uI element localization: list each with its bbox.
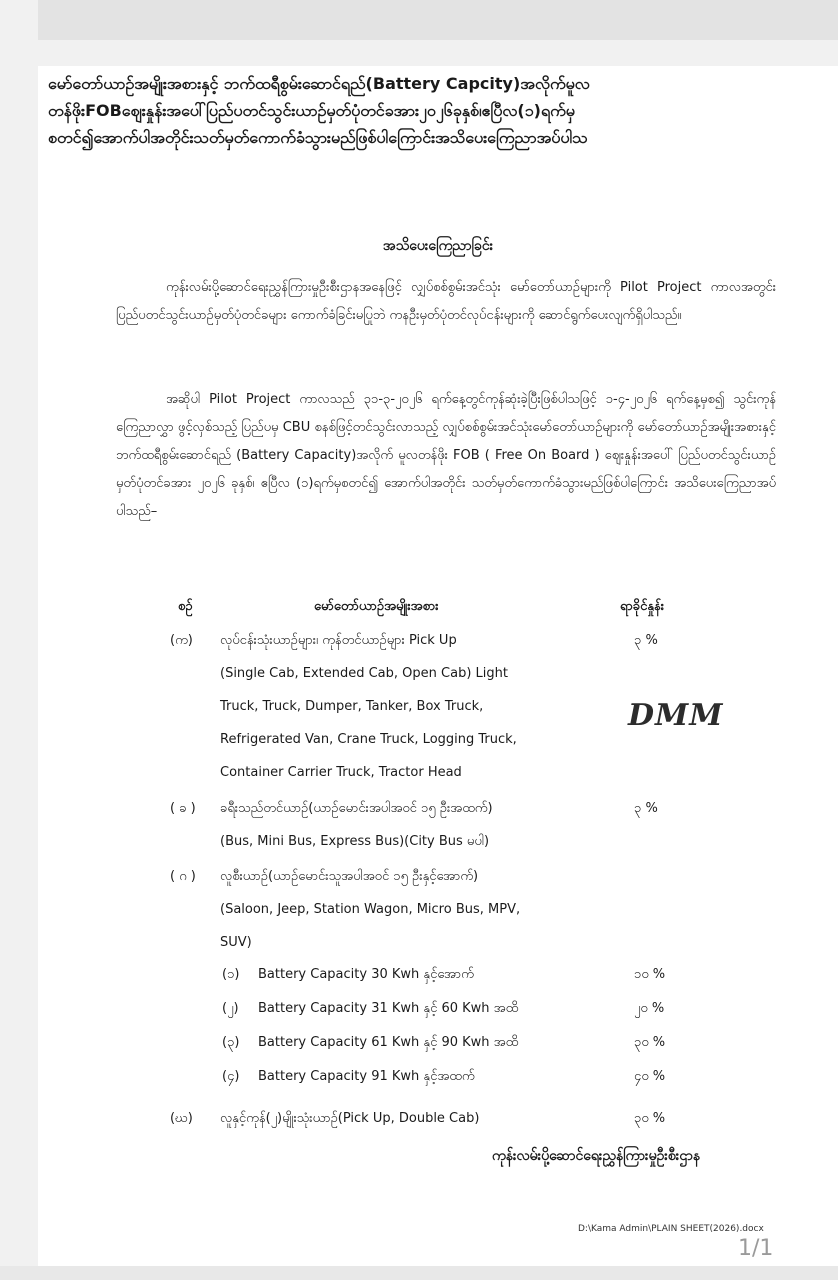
row-description [220, 860, 590, 959]
headline-line-2: တန်ဖိုးFOBဈေးနှုန်းအပေါ်ပြည်ပတင်သွင်းယာဉ်မှတ်ပုံတင်ခအား၂၀၂၆ခုနှစ်၊ဧပြီလ(၁)ရက်မှ [48, 101, 575, 120]
dmm-watermark: DMM [628, 698, 724, 733]
headline-banner [38, 66, 838, 174]
sub-row-rate: ၂၀ % [634, 1001, 665, 1016]
row-description: လူနှင့်ကုန်(၂)မျိုးသုံးယာဉ်(Pick Up, Double Cab) [220, 1111, 480, 1126]
row-rate: ၃၀ % [634, 1111, 666, 1126]
row-line: လုပ်ငန်းသုံးယာဉ်များ၊ ကုန်တင်ယာဉ်များ Pick Up [220, 633, 457, 648]
row-code: (က) [170, 633, 193, 648]
sub-row-rate: ၄၀ % [634, 1069, 666, 1084]
row-line: Truck, Truck, Dumper, Tanker, Box Truck, [220, 699, 484, 714]
table-header-rate: ရာခိုင်နှုန်း [620, 599, 665, 614]
row-description [220, 624, 590, 789]
sub-row-code: (၄) [222, 1069, 240, 1084]
row-rate: ၃ % [634, 633, 658, 648]
paragraph-2-text: အဆိုပါ Pilot Project ကာလသည် ၃၁-၃-၂၀၂၆ ရက်နေ့တွင်ကုန်ဆုံးခဲ့ပြီးဖြစ်ပါသဖြင့် ၁-၄-၂၀၂၆ ရက်နေ့မှစ၍ သွင်းကုန်ကြေညာလွှာ ဖွင့်လှစ်သည့် ပြည်ပမှ CBU စနစ်ဖြင့်တင်သွင်းလာသည့် လျှပ်စစ်စွမ်းအင်သုံးမော်တော်ယာဉ်များကို မော်တော်ယာဉ်အမျိုးအစားနှင့် ဘက်ထရီစွမ်းဆောင်ရည် (Battery Capacity)အလိုက် မူလတန်ဖိုး FOB ( Free On Board ) ဈေးနှုန်းအပေါ် ပြည်ပတင်သွင်းယာဉ်မှတ်ပုံတင်ခအား ၂၀၂၆ ခုနှစ်၊ ဧပြီလ (၁)ရက်မှစတင်၍ အောက်ပါအတိုင်း သတ်မှတ်ကောက်ခံသွားမည်ဖြစ်ပါကြောင်း အသိပေးကြေညာအပ်ပါသည်– [116, 392, 776, 519]
document-page [38, 174, 838, 1266]
row-code: ( ဂ ) [170, 869, 196, 884]
row-rate: ၃ % [634, 801, 658, 816]
row-line: (Saloon, Jeep, Station Wagon, Micro Bus, MPV, [220, 902, 521, 917]
sub-row-label: Battery Capacity 31 Kwh နှင့် 60 Kwh အထိ [258, 1001, 519, 1016]
paragraph-1 [116, 274, 776, 330]
row-code: (ဃ) [170, 1111, 193, 1126]
row-line: Refrigerated Van, Crane Truck, Logging Truck, [220, 732, 517, 747]
row-line: Container Carrier Truck, Tractor Head [220, 765, 462, 780]
row-line: ခရီးသည်တင်ယာဉ်(ယာဉ်မောင်းအပါအဝင် ၁၅ ဦးအထက်) [220, 801, 493, 816]
row-line: (Bus, Mini Bus, Express Bus)(City Bus မပါ) [220, 834, 490, 849]
row-line: SUV) [220, 935, 252, 950]
sub-row-rate: ၃၀ % [634, 1035, 666, 1050]
sub-row-label: Battery Capacity 91 Kwh နှင့်အထက် [258, 1069, 475, 1084]
headline-line-1: မော်တော်ယာဉ်အမျိုးအစားနှင့် ဘက်ထရီစွမ်းဆောင်ရည်(Battery Capcity)အလိုက်မူလ [48, 74, 590, 93]
page-indicator: 1/1 [738, 1236, 774, 1261]
issuing-department: ကုန်းလမ်းပို့ဆောင်ရေးညွှန်ကြားမှုဦးစီးဌာန [492, 1148, 701, 1164]
table-header-type: မော်တော်ယာဉ်အမျိုးအစား [314, 599, 439, 614]
table-header-code: စဉ် [178, 599, 193, 614]
sub-row-rate: ၁၀ % [634, 967, 666, 982]
paragraph-1-text: ကုန်းလမ်းပို့ဆောင်ရေးညွှန်ကြားမှုဦးစီးဌာနအနေဖြင့် လျှပ်စစ်စွမ်းအင်သုံး မော်တော်ယာဉ်များကို Pilot Project ကာလအတွင်း ပြည်ပတင်သွင်းယာဉ်မှတ်ပုံတင်ခများ ကောက်ခံခြင်းမပြုဘဲ ကနဦးမှတ်ပုံတင်လုပ်ငန်းများကို ဆောင်ရွက်ပေးလျက်ရှိပါသည်။ [116, 280, 776, 323]
headline-line-3: စတင်၍အောက်ပါအတိုင်းသတ်မှတ်ကောက်ခံသွားမည်ဖြစ်ပါကြောင်းအသိပေးကြေညာအပ်ပါသ [48, 128, 588, 147]
sub-row-code: (၂) [222, 1001, 239, 1016]
row-line: လူစီးယာဉ်(ယာဉ်မောင်းသူအပါအဝင် ၁၅ ဦးနှင့်အောက်) [220, 869, 479, 884]
bottom-bar [0, 1266, 838, 1280]
sub-row-code: (၃) [222, 1035, 240, 1050]
row-description [220, 792, 590, 858]
row-line: (Single Cab, Extended Cab, Open Cab) Light [220, 666, 508, 681]
sub-row-label: Battery Capacity 61 Kwh နှင့် 90 Kwh အထိ [258, 1035, 519, 1050]
top-bar [38, 0, 838, 40]
row-code: ( ခ ) [170, 801, 196, 816]
document-title: အသိပေးကြေညာခြင်း [382, 238, 494, 254]
file-path: D:\Kama Admin\PLAIN SHEET(2026).docx [578, 1224, 764, 1234]
sub-row-label: Battery Capacity 30 Kwh နှင့်အောက် [258, 967, 474, 982]
paragraph-2 [116, 386, 776, 526]
sub-row-code: (၁) [222, 967, 240, 982]
